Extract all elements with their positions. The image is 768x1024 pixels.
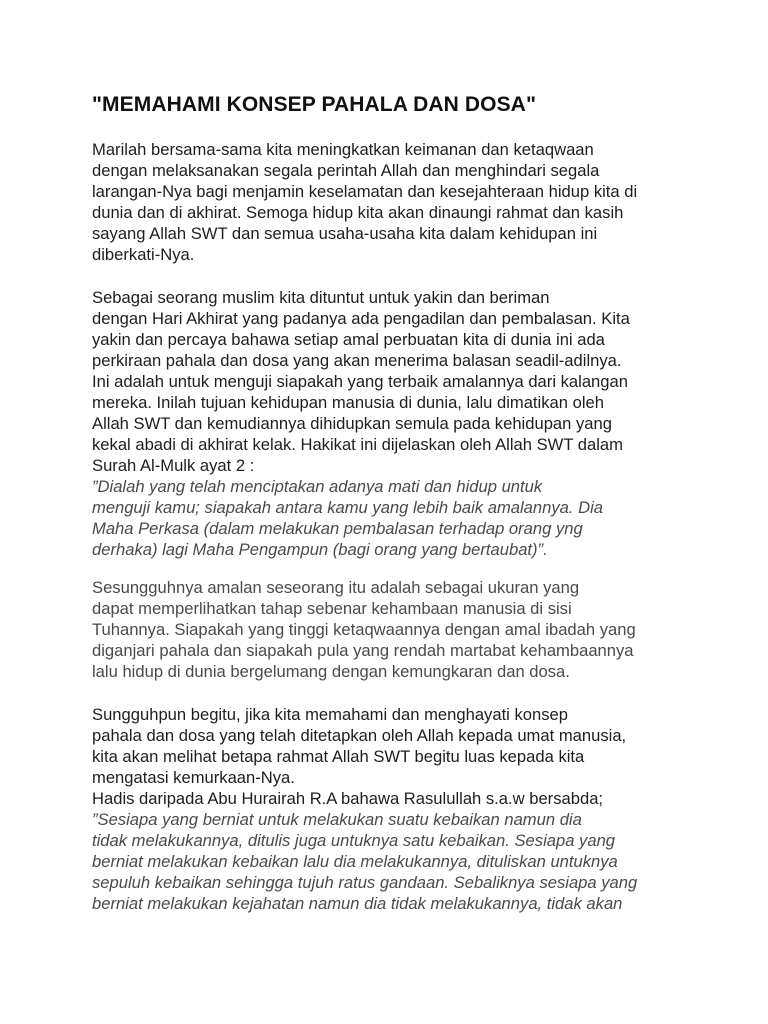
text-line: Ini adalah untuk menguji siapakah yang terbaik amalannya dari kalangan bbox=[92, 372, 628, 391]
text-line: kekal abadi di akhirat kelak. Hakikat ini dijelaskan oleh Allah SWT dalam bbox=[92, 435, 623, 454]
text-line: kita akan melihat betapa rahmat Allah SWT begitu luas kepada kita bbox=[92, 747, 585, 766]
quote-line: derhaka) lagi Maha Pengampun (bagi orang yang bertaubat)”. bbox=[92, 540, 548, 559]
text-line: diganjari pahala dan siapakah pula yang rendah martabat kehambaannya bbox=[92, 641, 634, 660]
quote-line: Maha Perkasa (dalam melakukan pembalasan terhadap orang yng bbox=[92, 519, 583, 538]
text-line: Sesungguhnya amalan seseorang itu adalah sebagai ukuran yang bbox=[92, 578, 580, 597]
quote-line: tidak melakukannya, ditulis juga untuknya satu kebaikan. Sesiapa yang bbox=[92, 831, 616, 850]
quote-line: ”Sesiapa yang berniat untuk melakukan suatu kebaikan namun dia bbox=[92, 810, 582, 829]
text-line: mengatasi kemurkaan-Nya. bbox=[92, 768, 295, 787]
document-title: "MEMAHAMI KONSEP PAHALA DAN DOSA" bbox=[92, 93, 537, 116]
quote-line: ”Dialah yang telah menciptakan adanya mati dan hidup untuk bbox=[92, 477, 543, 496]
text-line: Marilah bersama-sama kita meningkatkan keimanan dan ketaqwaan bbox=[92, 140, 594, 159]
text-line: Sungguhpun begitu, jika kita memahami dan menghayati konsep bbox=[92, 705, 568, 724]
text-line: pahala dan dosa yang telah ditetapkan oleh Allah kepada umat manusia, bbox=[92, 726, 627, 745]
paragraph-amalan bbox=[92, 577, 636, 682]
text-line: Tuhannya. Siapakah yang tinggi ketaqwaannya dengan amal ibadah yang bbox=[92, 620, 636, 639]
text-line: sayang Allah SWT dan semua usaha-usaha kita dalam kehidupan ini bbox=[92, 224, 598, 243]
text-line: mereka. Inilah tujuan kehidupan manusia di dunia, lalu dimatikan oleh bbox=[92, 393, 604, 412]
quote-line: sepuluh kebaikan sehingga tujuh ratus gandaan. Sebaliknya sesiapa yang bbox=[92, 873, 638, 892]
quote-line: berniat melakukan kejahatan namun dia tidak melakukannya, tidak akan bbox=[92, 894, 623, 913]
text-line: dapat memperlihatkan tahap sebenar kehambaan manusia di sisi bbox=[92, 599, 572, 618]
text-line: Hadis daripada Abu Hurairah R.A bahawa Rasulullah s.a.w bersabda; bbox=[92, 789, 604, 808]
quote-line: menguji kamu; siapakah antara kamu yang lebih baik amalannya. Dia bbox=[92, 498, 604, 517]
text-line: dunia dan di akhirat. Semoga hidup kita akan dinaungi rahmat dan kasih bbox=[92, 203, 624, 222]
text-line: Sebagai seorang muslim kita dituntut untuk yakin dan beriman bbox=[92, 288, 550, 307]
text-line: dengan Hari Akhirat yang padanya ada pengadilan dan pembalasan. Kita bbox=[92, 309, 630, 328]
text-line: diberkati-Nya. bbox=[92, 245, 195, 264]
quote-line: berniat melakukan kebaikan lalu dia melakukannya, dituliskan untuknya bbox=[92, 852, 618, 871]
text-line: lalu hidup di dunia bergelumang dengan kemungkaran dan dosa. bbox=[92, 662, 570, 681]
paragraph-hadis bbox=[92, 704, 637, 914]
text-line: larangan-Nya bagi menjamin keselamatan dan kesejahteraan hidup kita di bbox=[92, 182, 638, 201]
text-line: dengan melaksanakan segala perintah Allah dan menghindari segala bbox=[92, 161, 600, 180]
text-line: Surah Al-Mulk ayat 2 : bbox=[92, 456, 255, 475]
text-line: Allah SWT dan kemudiannya dihidupkan semula pada kehidupan yang bbox=[92, 414, 612, 433]
paragraph-intro bbox=[92, 139, 637, 265]
text-line: yakin dan percaya bahawa setiap amal perbuatan kita di dunia ini ada bbox=[92, 330, 605, 349]
paragraph-akhirat bbox=[92, 287, 630, 560]
text-line: perkiraan pahala dan dosa yang akan menerima balasan seadil-adilnya. bbox=[92, 351, 622, 370]
